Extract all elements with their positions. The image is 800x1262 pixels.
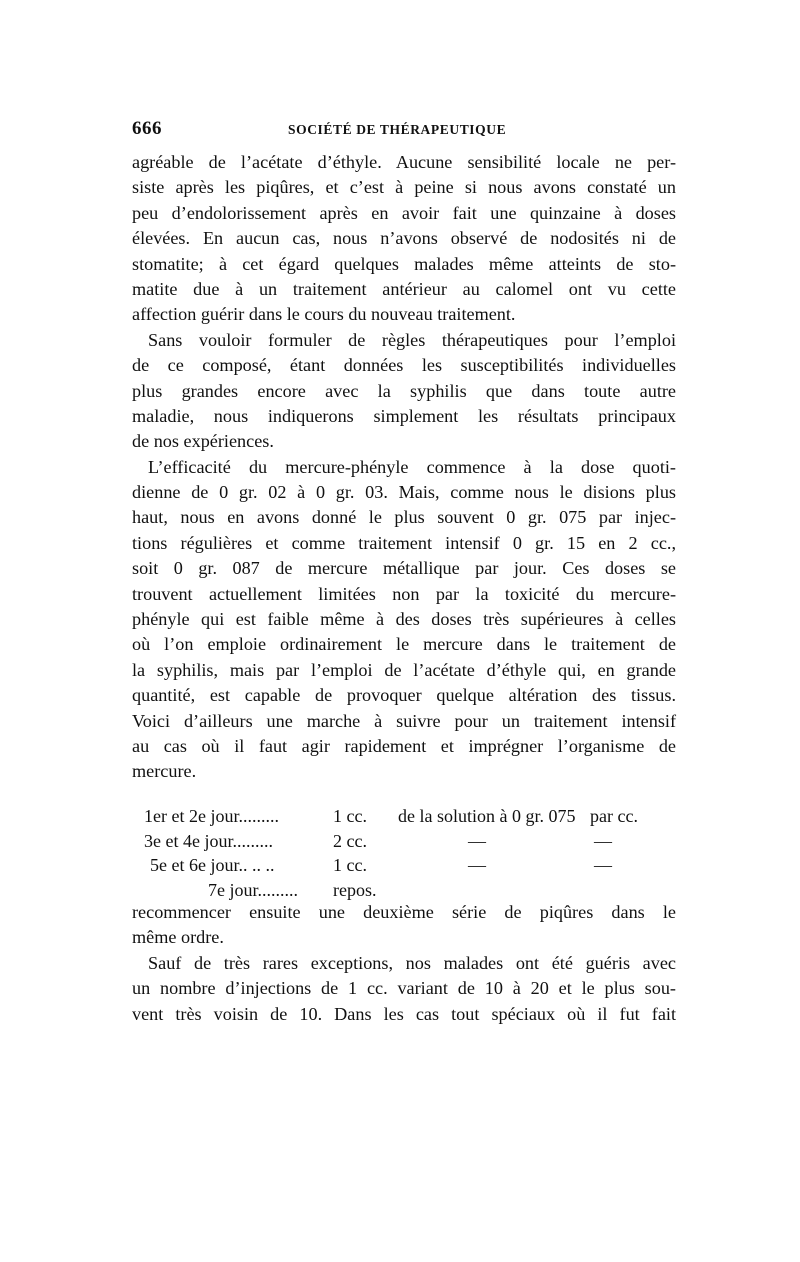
text-line: soit 0 gr. 087 de mercure métallique par jour. Ces doses se: [132, 558, 676, 579]
schedule-per: —: [594, 855, 612, 875]
schedule-dose: 1 cc.: [333, 806, 367, 826]
text-line: L’efficacité du mercure-phényle commence à la dose quoti-: [148, 456, 676, 477]
treatment-schedule: [132, 804, 692, 902]
running-title: SOCIÉTÉ DE THÉRAPEUTIQUE: [288, 122, 507, 137]
schedule-solution: —: [468, 855, 486, 875]
schedule-per: —: [594, 830, 612, 851]
schedule-days: 3e et 4e jour.........: [144, 830, 273, 851]
page-number: 666: [132, 118, 162, 139]
text-line: siste après les piqûres, et c’est à peine si nous avons constaté un: [132, 177, 676, 198]
text-line: agréable de l’acétate d’éthyle. Aucune sensibilité locale ne per-: [132, 152, 676, 172]
text-line: au cas où il faut agir rapidement et imprégner l’organisme de: [132, 735, 676, 756]
text-line: haut, nous en avons donné le plus souvent 0 gr. 075 par injec-: [132, 507, 676, 528]
schedule-days: 7e jour.........: [208, 879, 298, 900]
page-header: [132, 118, 676, 142]
schedule-dose: repos.: [333, 879, 377, 900]
schedule-days: 5e et 6e jour.. .. ..: [150, 855, 275, 875]
text-line: peu d’endolorissement après en avoir fait une quinzaine à doses: [132, 202, 676, 223]
schedule-dose: 1 cc.: [333, 855, 367, 875]
text-line: même ordre.: [132, 927, 224, 948]
schedule-days: 1er et 2e jour.........: [144, 806, 279, 826]
text-line: matite due à un traitement antérieur au calomel ont vu cette: [132, 278, 676, 299]
schedule-row: [132, 804, 692, 829]
text-line: où l’on emploie ordinairement le mercure dans le traitement de: [132, 634, 676, 655]
text-line: affection guérir dans le cours du nouveau traitement.: [132, 304, 516, 325]
body-text-bottom: [132, 900, 676, 1027]
text-line: trouvent actuellement limitées non par la toxicité du mercure-: [132, 583, 676, 604]
schedule-row: [132, 829, 692, 854]
schedule-solution: de la solution à 0 gr. 075: [398, 806, 576, 826]
schedule-row: [132, 878, 692, 903]
text-line: phényle qui est faible même à des doses très supérieures à celles: [132, 609, 676, 630]
body-text-top: [132, 150, 676, 785]
text-line: Sauf de très rares exceptions, nos malades ont été guéris avec: [148, 952, 676, 973]
text-line: dienne de 0 gr. 02 à 0 gr. 03. Mais, comme nous le disions plus: [132, 482, 676, 503]
text-line: Sans vouloir formuler de règles thérapeutiques pour l’emploi: [148, 329, 676, 350]
text-line: quantité, est capable de provoquer quelque altération des tissus.: [132, 685, 676, 706]
text-line: maladie, nous indiquerons simplement les résultats principaux: [132, 405, 676, 426]
text-line: mercure.: [132, 761, 197, 782]
text-line: un nombre d’injections de 1 cc. variant de 10 à 20 et le plus sou-: [132, 978, 676, 999]
text-line: recommencer ensuite une deuxième série de piqûres dans le: [132, 902, 676, 922]
text-line: de ce composé, étant données les susceptibilités individuelles: [132, 355, 676, 376]
text-line: élevées. En aucun cas, nous n’avons observé de nodosités ni de: [132, 228, 676, 249]
schedule-row: [132, 853, 692, 878]
schedule-solution: —: [468, 830, 486, 851]
text-line: de nos expériences.: [132, 431, 274, 452]
text-line: Voici d’ailleurs une marche à suivre pour un traitement intensif: [132, 710, 676, 731]
text-line: plus grandes encore avec la syphilis que dans toute autre: [132, 380, 676, 401]
text-line: stomatite; à cet égard quelques malades même atteints de sto-: [132, 253, 676, 274]
text-line: vent très voisin de 10. Dans les cas tout spéciaux où il fut fait: [132, 1003, 676, 1024]
text-line: tions régulières et comme traitement intensif 0 gr. 15 en 2 cc.,: [132, 532, 676, 553]
schedule-per: par cc.: [590, 806, 638, 826]
schedule-dose: 2 cc.: [333, 830, 367, 851]
text-line: la syphilis, mais par l’emploi de l’acétate d’éthyle qui, en grande: [132, 659, 676, 680]
